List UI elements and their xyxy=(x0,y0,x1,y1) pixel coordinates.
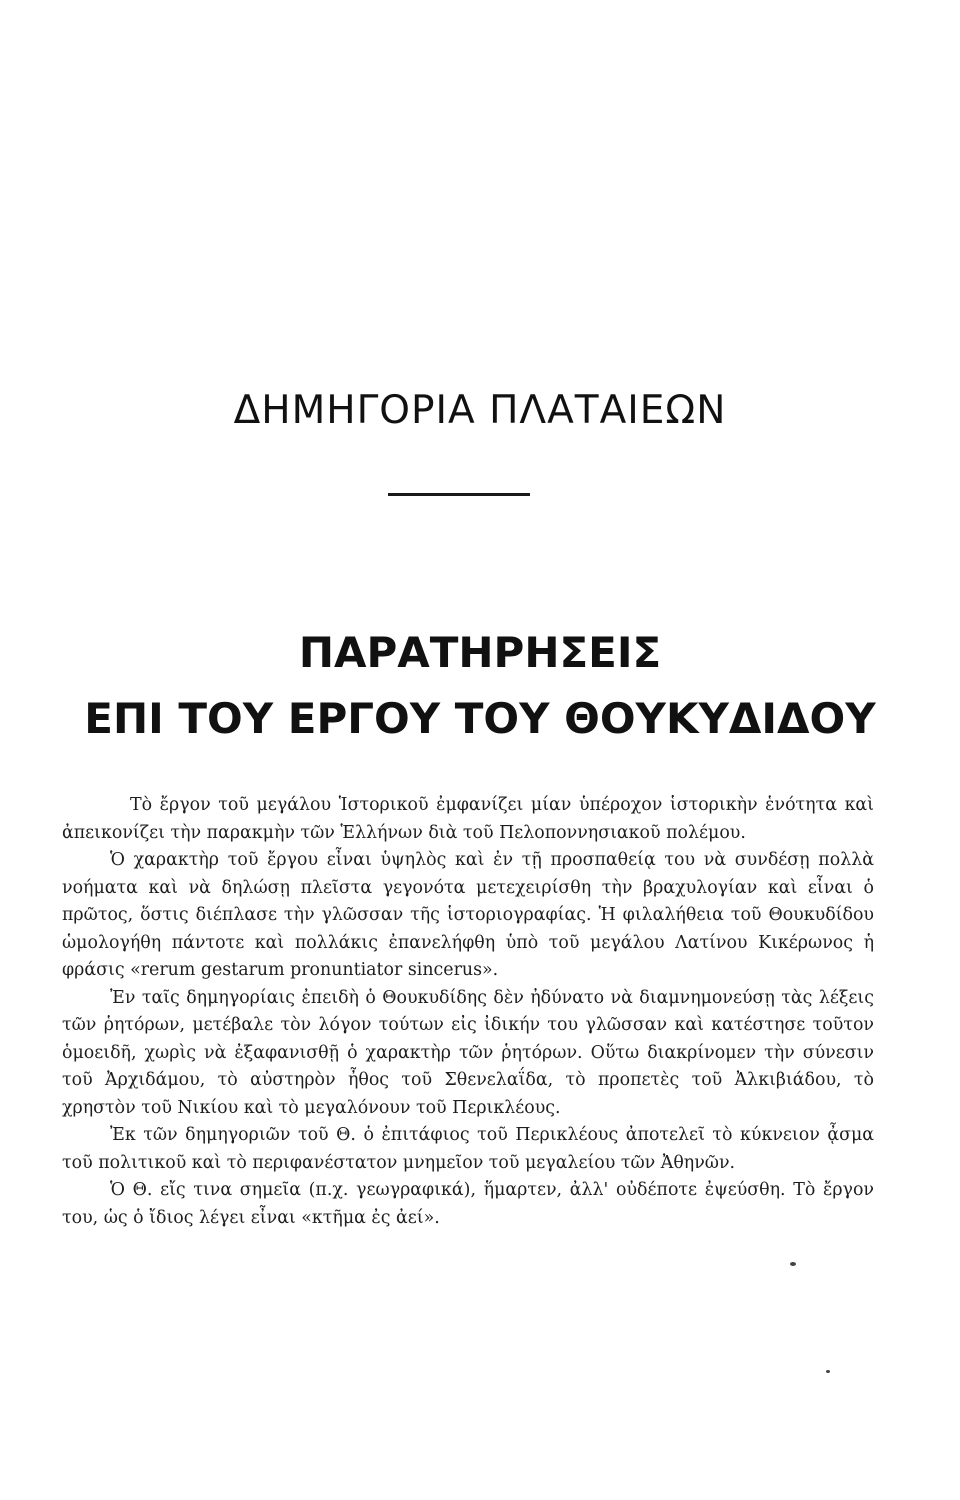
print-speck xyxy=(790,1262,796,1266)
section-heading-line-2: ΕΠΙ ΤΟΥ ΕΡΓΟΥ ΤΟΥ ΘΟΥΚΥΔΙΔΟΥ xyxy=(84,694,876,743)
print-speck xyxy=(826,1370,830,1373)
body-text xyxy=(62,792,874,1232)
paragraph: Ὁ χαρακτὴρ τοῦ ἔργου εἶναι ὑψηλὸς καὶ ἐν τῇ προσπαθείᾳ του νὰ συνδέσῃ πολλὰ νοήματα καὶ νὰ δηλώσῃ πλεῖστα γεγονότα μετεχειρίσθη τὴν βραχυλογίαν καὶ εἶναι ὁ πρῶτος, ὅστις διέπλασε τὴν γλῶσσαν τῆς ἱστοριογραφίας. Ἡ φιλαλήθεια τοῦ Θουκυδίδου ὡμολογήθη πάντοτε καὶ πολλάκις ἐπανελήφθη ὑπὸ τοῦ μεγάλου Λατίνου Κικέρωνος ἡ φράσις «rerum gestarum pronuntiator sincerus». xyxy=(62,850,874,980)
title-divider xyxy=(388,493,530,496)
page-title: ΔΗΜΗΓΟΡΙΑ ΠΛΑΤΑΙΕΩΝ xyxy=(233,388,727,433)
section-heading-line-1: ΠΑΡΑΤΗΡΗΣΕΙΣ xyxy=(298,628,662,677)
paragraph: Ἐκ τῶν δημηγοριῶν τοῦ Θ. ὁ ἐπιτάφιος τοῦ Περικλέους ἀποτελεῖ τὸ κύκνειον ᾆσμα τοῦ πολιτικοῦ καὶ τὸ περιφανέστατον μνημεῖον τοῦ μεγαλείου τῶν Ἀθηνῶν. xyxy=(62,1125,874,1173)
paragraph: Ὁ Θ. εἴς τινα σημεῖα (π.χ. γεωγραφικά), ἥμαρτεν, ἀλλ' οὐδέποτε ἐψεύσθη. Τὸ ἔργον του, ὡς ὁ ἴδιος λέγει εἶναι «κτῆμα ἐς ἀεί». xyxy=(62,1180,874,1228)
paragraph: Ἐν ταῖς δημηγορίαις ἐπειδὴ ὁ Θουκυδίδης δὲν ἠδύνατο νὰ διαμνημονεύσῃ τὰς λέξεις τῶν ῥητόρων, μετέβαλε τὸν λόγον τούτων εἰς ἰδικήν του γλῶσσαν καὶ κατέστησε τοῦτον ὁμοειδῆ, χωρὶς νὰ ἐξαφανισθῇ ὁ χαρακτὴρ τῶν ῥητόρων. Οὕτω διακρίνομεν τὴν σύνεσιν τοῦ Ἀρχιδάμου, τὸ αὐστηρὸν ἦθος τοῦ Σθενελαΐδα, τὸ προπετὲς τοῦ Ἀλκιβιάδου, τὸ χρηστὸν τοῦ Νικίου καὶ τὸ μεγαλόνουν τοῦ Περικλέους. xyxy=(62,987,874,1118)
paragraph: Τὸ ἔργον τοῦ μεγάλου Ἱστορικοῦ ἐμφανίζει μίαν ὑπέροχον ἱστορικὴν ἑνότητα καὶ ἀπεικονίζει τὴν παρακμὴν τῶν Ἑλλήνων διὰ τοῦ Πελοποννησιακοῦ πολέμου. xyxy=(62,795,874,843)
